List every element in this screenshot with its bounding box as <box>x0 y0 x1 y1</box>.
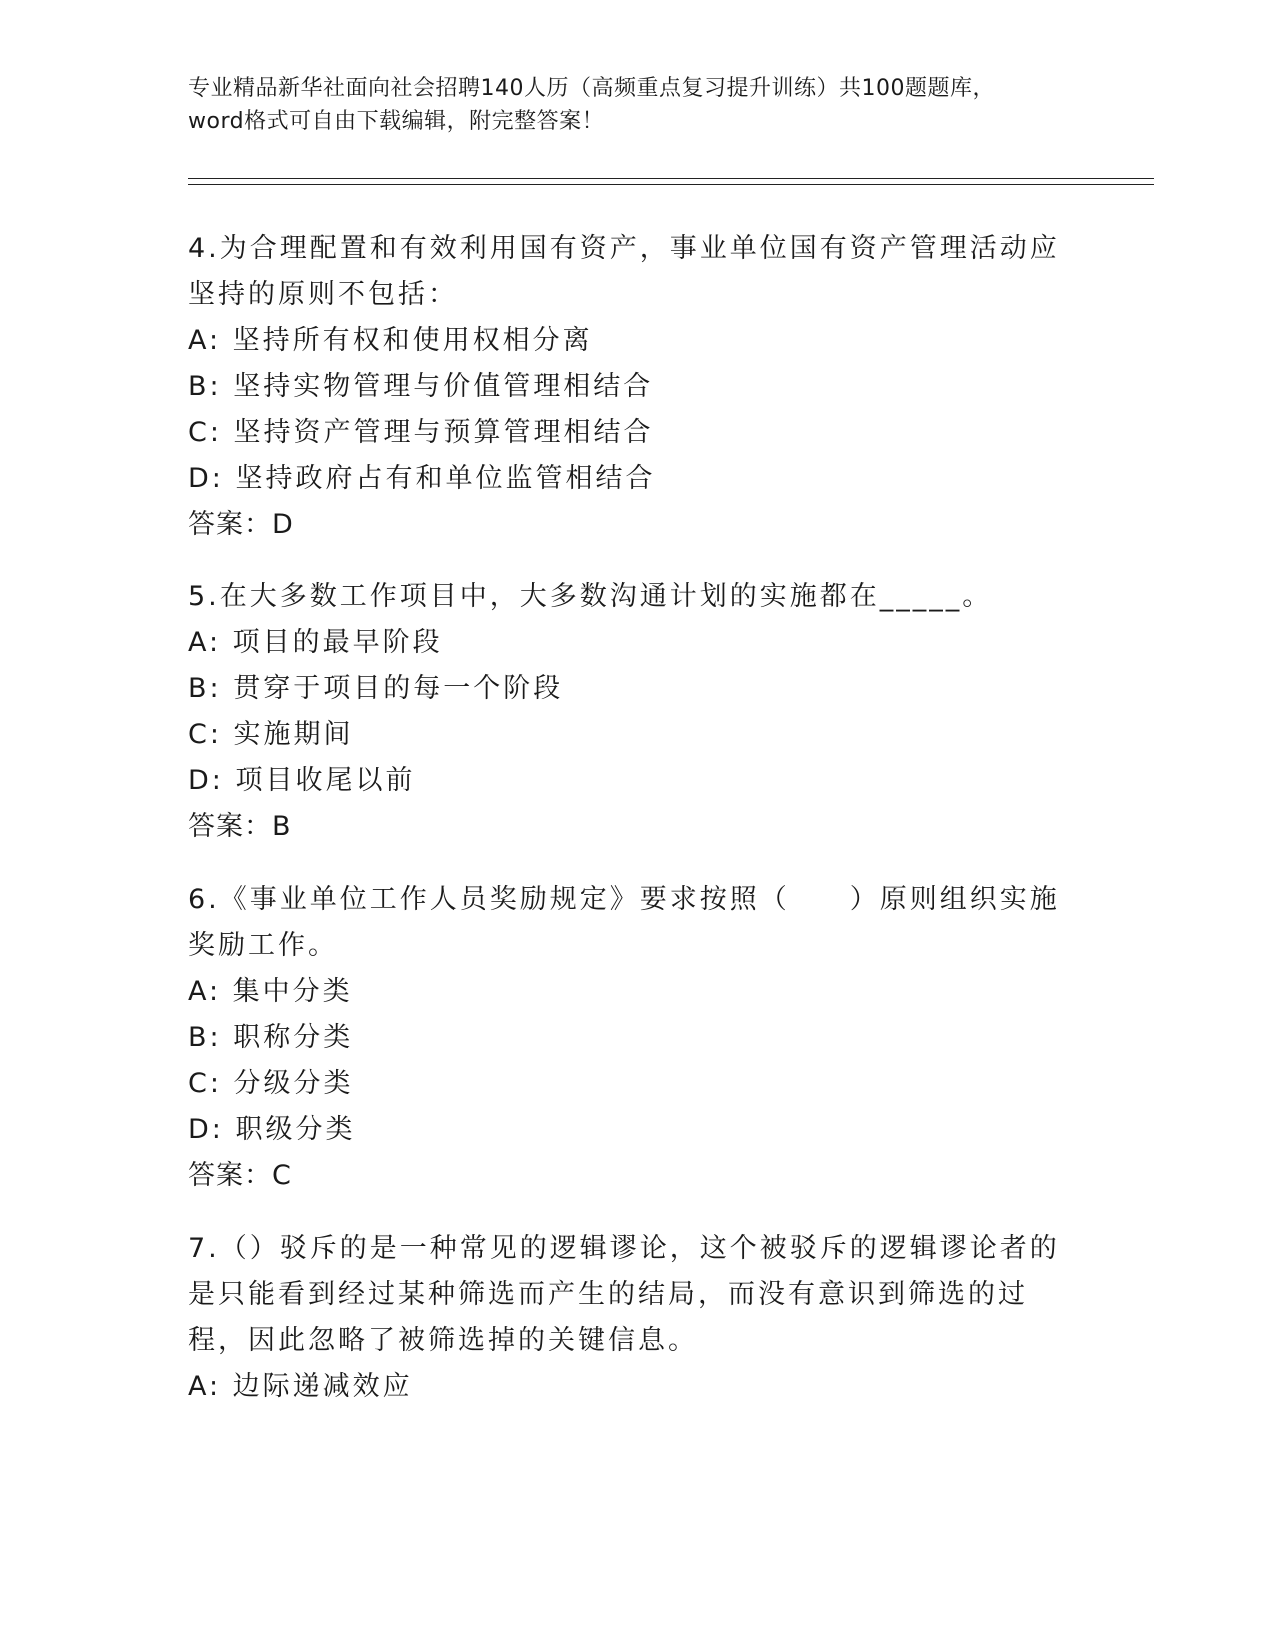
header-title: 专业精品新华社面向社会招聘140人历（高频重点复习提升训练）共100题题库，word格式可自由下载编辑，附完整答案！ <box>188 76 995 134</box>
option-b: B: 坚持实物管理与价值管理相结合 <box>188 371 654 402</box>
option-a: A: 项目的最早阶段 <box>188 627 443 658</box>
answer-text: 答案：B <box>188 811 292 842</box>
question-text: 7.（）驳斥的是一种常见的逻辑谬论，这个被驳斥的逻辑谬论者的是只能看到经过某种筛选而产生的结局，而没有意识到筛选的过程，因此忽略了被筛选掉的关键信息。 <box>188 1233 1060 1356</box>
option-a: A: 坚持所有权和使用权相分离 <box>188 325 593 356</box>
answer-text: 答案：C <box>188 1160 292 1191</box>
option-c: C: 坚持资产管理与预算管理相结合 <box>188 417 654 448</box>
option-c: C: 实施期间 <box>188 719 354 750</box>
answer-text: 答案：D <box>188 509 294 540</box>
question-7 <box>188 1226 1068 1410</box>
question-5 <box>188 574 1068 850</box>
option-b: B: 职称分类 <box>188 1022 354 1053</box>
option-d: D: 职级分类 <box>188 1114 356 1145</box>
question-4 <box>188 226 1068 548</box>
option-b: B: 贯穿于项目的每一个阶段 <box>188 673 564 704</box>
header-divider-bottom <box>188 184 1154 185</box>
question-6 <box>188 877 1068 1199</box>
question-text: 5.在大多数工作项目中，大多数沟通计划的实施都在_____。 <box>188 581 993 612</box>
header-divider-top <box>188 178 1154 179</box>
option-d: D: 项目收尾以前 <box>188 765 416 796</box>
question-text: 6.《事业单位工作人员奖励规定》要求按照（ ）原则组织实施奖励工作。 <box>188 884 1060 961</box>
question-text: 4.为合理配置和有效利用国有资产，事业单位国有资产管理活动应坚持的原则不包括： <box>188 233 1060 310</box>
option-a: A: 边际递减效应 <box>188 1371 413 1402</box>
document-header <box>188 72 1048 138</box>
option-d: D: 坚持政府占有和单位监管相结合 <box>188 463 656 494</box>
option-a: A: 集中分类 <box>188 976 353 1007</box>
option-c: C: 分级分类 <box>188 1068 354 1099</box>
